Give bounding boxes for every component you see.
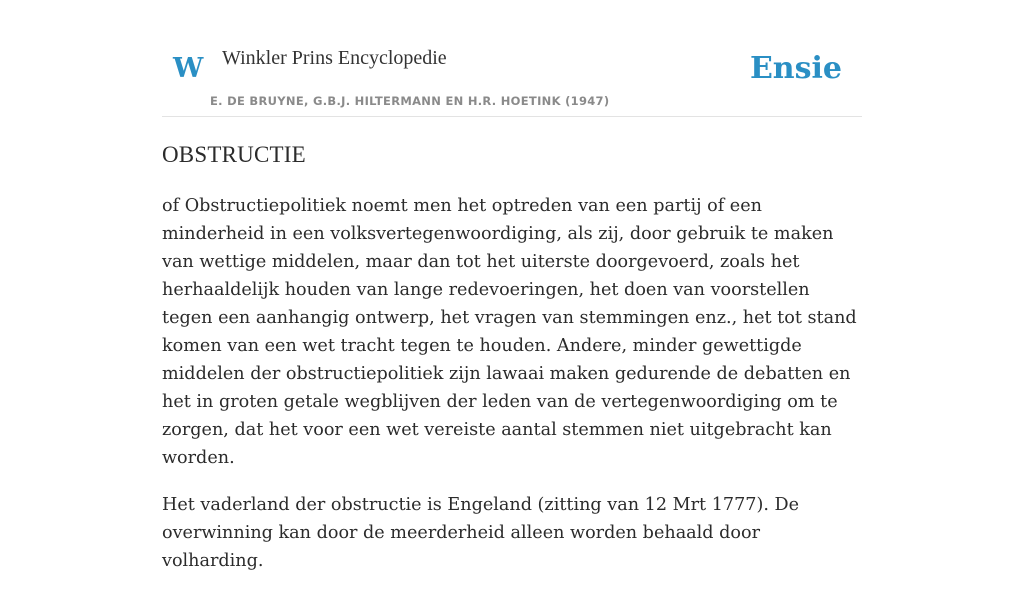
article-paragraph: Het vaderland der obstructie is Engeland (zitting van 12 Mrt 1777). De overwinning kan door de meerderheid alleen worden behaald door volharding.: [162, 495, 800, 571]
publication-header: [162, 0, 862, 117]
publication-title[interactable]: Winkler Prins Encyclopedie: [222, 47, 447, 69]
publication-authors: E. DE BRUYNE, G.B.J. HILTERMANN EN H.R. HOETINK (1947): [210, 94, 610, 108]
article-headword: OBSTRUCTIE: [162, 142, 306, 167]
brand-logo[interactable]: Ensie: [749, 51, 842, 86]
article-page: [162, 0, 862, 571]
article-paragraph: of Obstructiepolitiek noemt men het optreden van een partij of een minderheid in een volksvertegenwoordiging, als zij, door gebruik te maken van wettige middelen, maar dan tot het uiterste doorgevoerd, zoals het herhaaldelijk houden van lange redevoeringen, het doen van voorstellen tegen een aanhangig ontwerp, het vragen van stemmingen enz., het tot stand komen van een wet tracht tegen te houden. Andere, minder gewettigde middelen der obstructiepolitiek zijn lawaai maken gedurende de debatten en het in groten getale wegblijven der leden van de vertegenwoordiging om te zorgen, dat het voor een wet vereiste aantal stemmen niet uitgebracht kan worden.: [162, 196, 857, 468]
article-body: [162, 192, 864, 594]
publication-logo[interactable]: W: [173, 53, 204, 84]
